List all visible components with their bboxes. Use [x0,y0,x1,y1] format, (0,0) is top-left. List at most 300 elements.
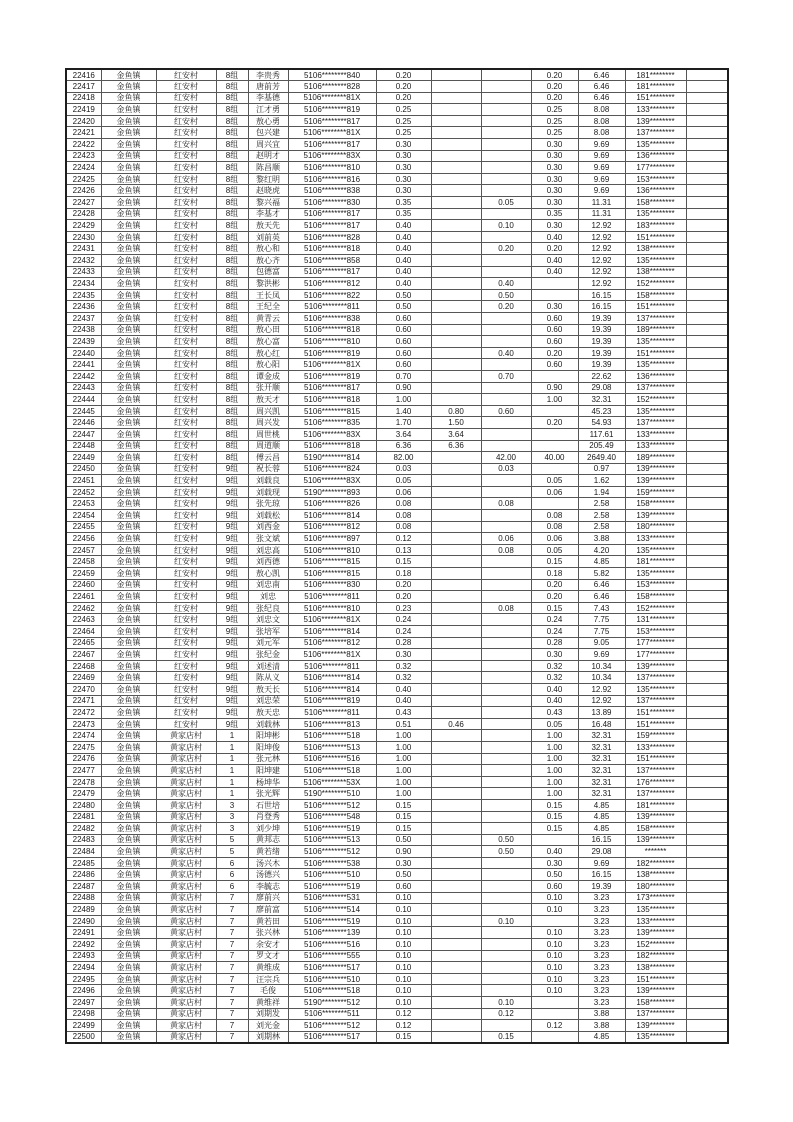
cell-town: 金鱼镇 [101,475,156,487]
cell-qty-b [481,139,531,151]
cell-name: 周兴宜 [248,139,288,151]
cell-amount: 10.34 [578,660,625,672]
cell-seq: 22468 [66,660,101,672]
cell-blank [686,857,728,869]
cell-phone: 135******** [625,208,686,220]
cell-name: 阳坤彬 [248,730,288,742]
cell-group: 9组 [216,463,248,475]
cell-name: 敖心富 [248,336,288,348]
cell-village: 黄家店村 [156,776,216,788]
cell-id-card: 5106********512 [288,799,376,811]
cell-qty-b [481,973,531,985]
cell-blank [686,173,728,185]
cell-id-card: 5106********548 [288,811,376,823]
cell-group: 9组 [216,614,248,626]
cell-amount: 5.82 [578,568,625,580]
cell-name: 李毓志 [248,881,288,893]
cell-id-card: 5106********817 [288,115,376,127]
cell-qty-total: 0.50 [376,834,431,846]
cell-blank [686,753,728,765]
cell-id-card: 5106********812 [288,637,376,649]
cell-town: 金鱼镇 [101,440,156,452]
cell-group: 8组 [216,231,248,243]
cell-group: 8组 [216,150,248,162]
cell-seq: 22450 [66,463,101,475]
cell-amount: 3.23 [578,904,625,916]
cell-qty-a [431,765,481,777]
cell-qty-a [431,231,481,243]
cell-town: 金鱼镇 [101,69,156,81]
cell-blank [686,683,728,695]
cell-amount: 19.39 [578,312,625,324]
cell-qty-c [531,498,578,510]
cell-seq: 22485 [66,857,101,869]
cell-id-card: 5106********81X [288,649,376,661]
cell-seq: 22452 [66,486,101,498]
cell-qty-total: 1.00 [376,730,431,742]
cell-name: 刘载林 [248,718,288,730]
cell-town: 金鱼镇 [101,173,156,185]
cell-name: 周兴凯 [248,405,288,417]
cell-qty-a [431,382,481,394]
cell-phone: 136******** [625,150,686,162]
table-row [66,278,728,290]
cell-id-card: 5106********818 [288,440,376,452]
cell-group: 8组 [216,359,248,371]
cell-qty-c: 1.00 [531,776,578,788]
cell-qty-c: 0.60 [531,881,578,893]
cell-id-card: 5106********828 [288,231,376,243]
cell-id-card: 5106********817 [288,139,376,151]
cell-phone: 135******** [625,544,686,556]
cell-village: 红安村 [156,127,216,139]
cell-qty-c: 0.12 [531,1020,578,1032]
cell-qty-c: 0.30 [531,150,578,162]
cell-id-card: 5106********811 [288,301,376,313]
cell-qty-total: 0.20 [376,92,431,104]
cell-amount: 4.85 [578,823,625,835]
cell-qty-b [481,741,531,753]
cell-name: 黄青云 [248,312,288,324]
cell-amount: 3.23 [578,962,625,974]
cell-blank [686,672,728,684]
cell-amount: 2649.40 [578,452,625,464]
cell-id-card: 5106********822 [288,289,376,301]
table-row [66,1008,728,1020]
cell-amount: 11.31 [578,208,625,220]
cell-id-card: 5106********814 [288,626,376,638]
cell-phone: 181******** [625,799,686,811]
cell-town: 金鱼镇 [101,683,156,695]
cell-seq: 22453 [66,498,101,510]
cell-town: 金鱼镇 [101,695,156,707]
cell-seq: 22487 [66,881,101,893]
cell-qty-c: 0.20 [531,417,578,429]
cell-qty-c: 0.20 [531,579,578,591]
cell-qty-b [481,950,531,962]
cell-qty-c [531,997,578,1009]
cell-village: 红安村 [156,591,216,603]
cell-qty-total: 1.00 [376,765,431,777]
cell-name: 刘期林 [248,1031,288,1043]
table-row [66,857,728,869]
cell-qty-total: 1.00 [376,741,431,753]
cell-qty-b [481,823,531,835]
cell-qty-total: 0.25 [376,104,431,116]
cell-id-card: 5106********840 [288,69,376,81]
cell-blank [686,266,728,278]
cell-group: 8组 [216,220,248,232]
cell-amount: 32.31 [578,776,625,788]
cell-qty-b [481,127,531,139]
cell-town: 金鱼镇 [101,834,156,846]
cell-blank [686,255,728,267]
cell-amount: 16.15 [578,289,625,301]
cell-amount: 9.69 [578,173,625,185]
cell-blank [686,927,728,939]
cell-id-card: 5106********819 [288,104,376,116]
cell-blank [686,428,728,440]
cell-qty-c: 0.10 [531,962,578,974]
cell-town: 金鱼镇 [101,428,156,440]
cell-qty-total: 0.20 [376,591,431,603]
cell-phone: 137******** [625,417,686,429]
table-row [66,973,728,985]
cell-qty-total: 0.05 [376,475,431,487]
cell-name: 阳坤俊 [248,741,288,753]
cell-qty-c: 0.06 [531,486,578,498]
table-row [66,568,728,580]
cell-qty-c: 0.60 [531,359,578,371]
cell-town: 金鱼镇 [101,382,156,394]
cell-village: 黄家店村 [156,811,216,823]
cell-group: 9组 [216,637,248,649]
cell-blank [686,162,728,174]
cell-id-card: 5106********838 [288,185,376,197]
cell-qty-b: 0.10 [481,220,531,232]
cell-qty-b [481,417,531,429]
cell-phone: 153******** [625,579,686,591]
cell-id-card: 5106********810 [288,162,376,174]
cell-qty-b [481,811,531,823]
cell-blank [686,811,728,823]
cell-seq: 22439 [66,336,101,348]
cell-town: 金鱼镇 [101,637,156,649]
cell-qty-a [431,985,481,997]
cell-qty-c [531,463,578,475]
cell-blank [686,510,728,522]
cell-town: 金鱼镇 [101,614,156,626]
cell-qty-c: 0.30 [531,857,578,869]
cell-town: 金鱼镇 [101,579,156,591]
cell-seq: 22458 [66,556,101,568]
table-row [66,312,728,324]
cell-qty-total: 0.60 [376,324,431,336]
cell-qty-b: 0.08 [481,498,531,510]
cell-qty-c: 0.15 [531,556,578,568]
cell-qty-b: 0.20 [481,243,531,255]
cell-name: 敖心齐 [248,255,288,267]
cell-blank [686,463,728,475]
cell-seq: 22484 [66,846,101,858]
cell-amount: 16.15 [578,834,625,846]
cell-name: 敖心凯 [248,568,288,580]
cell-group: 8组 [216,440,248,452]
cell-phone: 151******** [625,92,686,104]
cell-qty-total: 0.40 [376,266,431,278]
cell-amount: 22.62 [578,370,625,382]
cell-phone: 139******** [625,927,686,939]
cell-phone: 135******** [625,1031,686,1043]
cell-qty-b [481,892,531,904]
cell-group: 9组 [216,602,248,614]
cell-qty-total: 0.25 [376,115,431,127]
cell-amount: 9.69 [578,857,625,869]
cell-qty-b [481,869,531,881]
cell-qty-b [481,927,531,939]
cell-qty-a [431,834,481,846]
cell-village: 红安村 [156,544,216,556]
table-row [66,579,728,591]
cell-town: 金鱼镇 [101,962,156,974]
cell-town: 金鱼镇 [101,950,156,962]
cell-name: 汤德兴 [248,869,288,881]
cell-qty-a [431,1008,481,1020]
cell-qty-a [431,753,481,765]
cell-qty-a [431,1031,481,1043]
cell-seq: 22499 [66,1020,101,1032]
cell-qty-a [431,788,481,800]
cell-town: 金鱼镇 [101,115,156,127]
cell-town: 金鱼镇 [101,324,156,336]
cell-name: 唐前芳 [248,81,288,93]
cell-qty-a [431,139,481,151]
cell-qty-c: 0.32 [531,672,578,684]
cell-group: 1 [216,753,248,765]
cell-phone: 139******** [625,510,686,522]
cell-name: 周道顺 [248,440,288,452]
cell-qty-total: 0.20 [376,69,431,81]
cell-seq: 22428 [66,208,101,220]
cell-town: 金鱼镇 [101,568,156,580]
cell-name: 石世培 [248,799,288,811]
cell-amount: 0.97 [578,463,625,475]
cell-group: 1 [216,776,248,788]
cell-qty-b [481,231,531,243]
cell-town: 金鱼镇 [101,150,156,162]
cell-village: 红安村 [156,382,216,394]
cell-amount: 8.08 [578,127,625,139]
cell-phone: 181******** [625,81,686,93]
cell-group: 8组 [216,92,248,104]
cell-group: 9组 [216,626,248,638]
cell-qty-c: 0.08 [531,521,578,533]
cell-amount: 4.85 [578,799,625,811]
cell-qty-c: 0.30 [531,139,578,151]
cell-qty-a [431,602,481,614]
cell-town: 金鱼镇 [101,765,156,777]
cell-group: 8组 [216,278,248,290]
cell-qty-total: 6.36 [376,440,431,452]
cell-seq: 22469 [66,672,101,684]
table-row [66,869,728,881]
cell-phone: 139******** [625,1020,686,1032]
cell-amount: 19.39 [578,324,625,336]
cell-qty-total: 0.25 [376,127,431,139]
cell-qty-a [431,556,481,568]
cell-amount: 7.43 [578,602,625,614]
cell-id-card: 5190********512 [288,997,376,1009]
cell-phone: 138******** [625,243,686,255]
cell-qty-a [431,208,481,220]
cell-qty-b [481,881,531,893]
cell-name: 刘载松 [248,510,288,522]
cell-name: 谭金成 [248,370,288,382]
cell-id-card: 5106********81X [288,92,376,104]
cell-qty-total: 0.50 [376,869,431,881]
cell-seq: 22417 [66,81,101,93]
cell-phone: 181******** [625,556,686,568]
cell-blank [686,788,728,800]
cell-qty-b: 0.50 [481,289,531,301]
cell-name: 赵明才 [248,150,288,162]
cell-qty-a [431,892,481,904]
cell-id-card: 5106********819 [288,695,376,707]
cell-qty-total: 0.15 [376,811,431,823]
cell-qty-c: 0.20 [531,81,578,93]
cell-qty-b [481,765,531,777]
table-row [66,486,728,498]
table-row [66,104,728,116]
cell-phone: 137******** [625,1008,686,1020]
cell-town: 金鱼镇 [101,92,156,104]
cell-blank [686,730,728,742]
cell-phone: 137******** [625,382,686,394]
cell-village: 黄家店村 [156,950,216,962]
cell-qty-c: 0.05 [531,718,578,730]
cell-qty-a [431,544,481,556]
cell-qty-a [431,672,481,684]
cell-phone: 138******** [625,962,686,974]
cell-blank [686,823,728,835]
cell-amount: 2.58 [578,510,625,522]
cell-id-card: 5106********518 [288,730,376,742]
cell-amount: 8.08 [578,115,625,127]
cell-phone: 177******** [625,649,686,661]
cell-town: 金鱼镇 [101,127,156,139]
cell-village: 红安村 [156,683,216,695]
cell-name: 余安才 [248,939,288,951]
cell-qty-total: 0.12 [376,533,431,545]
cell-qty-c: 0.40 [531,695,578,707]
cell-phone: 177******** [625,637,686,649]
cell-seq: 22454 [66,510,101,522]
cell-id-card: 5106********817 [288,208,376,220]
cell-qty-total: 0.24 [376,614,431,626]
cell-qty-a [431,312,481,324]
cell-village: 黄家店村 [156,985,216,997]
cell-name: 王纪全 [248,301,288,313]
cell-qty-total: 0.10 [376,973,431,985]
cell-id-card: 5106********814 [288,672,376,684]
cell-qty-c: 0.60 [531,324,578,336]
cell-qty-b [481,69,531,81]
cell-phone: 138******** [625,869,686,881]
cell-qty-c: 0.30 [531,649,578,661]
cell-qty-a [431,683,481,695]
cell-id-card: 5106********812 [288,521,376,533]
cell-phone: 158******** [625,591,686,603]
table-row [66,672,728,684]
cell-village: 黄家店村 [156,973,216,985]
cell-qty-total: 0.40 [376,243,431,255]
table-row [66,521,728,533]
cell-village: 红安村 [156,231,216,243]
cell-qty-total: 0.35 [376,208,431,220]
cell-blank [686,498,728,510]
cell-phone: 182******** [625,950,686,962]
cell-qty-a [431,69,481,81]
cell-phone: 152******** [625,394,686,406]
cell-name: 汤兴木 [248,857,288,869]
cell-seq: 22482 [66,823,101,835]
cell-qty-total: 0.43 [376,707,431,719]
cell-seq: 22483 [66,834,101,846]
cell-seq: 22479 [66,788,101,800]
cell-qty-total: 1.00 [376,394,431,406]
cell-name: 敖心阳 [248,359,288,371]
cell-town: 金鱼镇 [101,81,156,93]
cell-seq: 22471 [66,695,101,707]
cell-amount: 12.92 [578,255,625,267]
cell-phone: 158******** [625,823,686,835]
cell-village: 黄家店村 [156,753,216,765]
cell-amount: 3.23 [578,985,625,997]
cell-town: 金鱼镇 [101,892,156,904]
cell-qty-c: 0.05 [531,544,578,556]
cell-qty-total: 0.10 [376,985,431,997]
cell-town: 金鱼镇 [101,939,156,951]
cell-town: 金鱼镇 [101,869,156,881]
cell-name: 黄维成 [248,962,288,974]
cell-qty-total: 0.32 [376,660,431,672]
cell-phone: 139******** [625,660,686,672]
cell-phone: 137******** [625,312,686,324]
cell-village: 黄家店村 [156,1031,216,1043]
cell-phone: 133******** [625,915,686,927]
cell-group: 9组 [216,544,248,556]
cell-name: 刘忠高 [248,544,288,556]
cell-qty-a [431,486,481,498]
cell-name: 敖心勇 [248,115,288,127]
cell-phone: 135******** [625,139,686,151]
table-row [66,336,728,348]
cell-amount: 7.75 [578,626,625,638]
cell-blank [686,869,728,881]
cell-id-card: 5106********819 [288,370,376,382]
cell-blank [686,568,728,580]
cell-qty-total: 0.20 [376,579,431,591]
cell-village: 红安村 [156,626,216,638]
cell-qty-a [431,637,481,649]
cell-phone: 180******** [625,881,686,893]
cell-name: 刘少坤 [248,823,288,835]
cell-seq: 22441 [66,359,101,371]
cell-id-card: 5106********830 [288,197,376,209]
cell-qty-a [431,869,481,881]
cell-group: 6 [216,857,248,869]
cell-qty-c [531,1008,578,1020]
